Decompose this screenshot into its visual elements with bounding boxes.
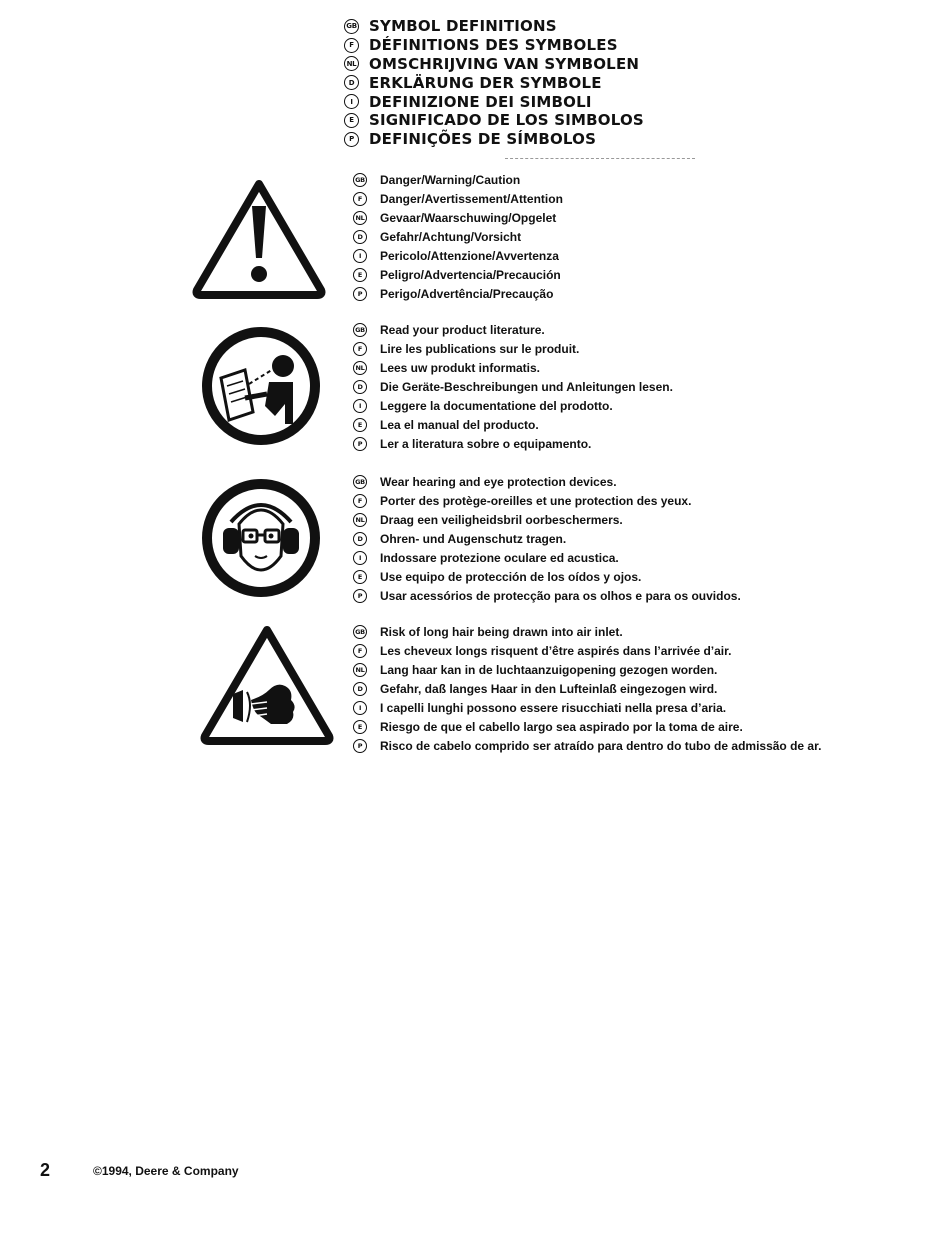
lang-badge: I: [353, 249, 367, 263]
list-item: [353, 510, 741, 529]
definition-text: Lire les publications sur le produit.: [380, 341, 580, 356]
list-item: [353, 717, 821, 736]
lang-badge: E: [344, 113, 359, 128]
lang-badge: P: [344, 132, 359, 147]
page-title: DEFINIZIONE DEI SIMBOLI: [369, 92, 592, 111]
lang-badge: NL: [344, 56, 359, 71]
definition-text: Lea el manual del producto.: [380, 417, 539, 432]
lang-badge: P: [353, 589, 367, 603]
warning-triangle-icon: [190, 178, 328, 300]
section-hearing-eye: [353, 472, 741, 605]
title-row: [343, 36, 683, 55]
title-row: [343, 55, 683, 74]
lang-badge: D: [353, 532, 367, 546]
list-item: [353, 227, 563, 246]
title-row: [343, 92, 683, 111]
list-item: [353, 415, 673, 434]
list-item: [353, 377, 673, 396]
list-item: [353, 284, 563, 303]
list-item: [353, 358, 673, 377]
definition-text: Gefahr/Achtung/Vorsicht: [380, 229, 522, 244]
lang-badge: GB: [353, 173, 367, 187]
list-item: [353, 170, 563, 189]
list-item: [353, 246, 563, 265]
lang-badge: D: [353, 230, 367, 244]
definition-text: I capelli lunghi possono essere risucchiati nella presa d’aria.: [380, 700, 727, 715]
definition-text: Gevaar/Waarschuwing/Opgelet: [380, 210, 557, 225]
title-divider: [505, 158, 695, 159]
list-item: [353, 736, 821, 755]
lang-badge: E: [353, 720, 367, 734]
list-item: [353, 548, 741, 567]
definition-text: Indossare protezione oculare ed acustica.: [380, 550, 619, 565]
definition-text: Risco de cabelo comprido ser atraído para dentro do tubo de admissão de ar.: [380, 738, 822, 753]
list-item: [353, 622, 821, 641]
definition-text: Pericolo/Attenzione/Avvertenza: [380, 248, 559, 263]
lang-badge: I: [344, 94, 359, 109]
list-item: [353, 679, 821, 698]
list-item: [353, 208, 563, 227]
definition-text: Riesgo de que el cabello largo sea aspirado por la toma de aire.: [380, 719, 743, 734]
title-row: [343, 73, 683, 92]
lang-badge: GB: [353, 625, 367, 639]
list-item: [353, 660, 821, 679]
title-block: [343, 17, 683, 149]
page-title: DEFINIÇÕES DE SÍMBOLOS: [369, 130, 597, 149]
definition-text: Risk of long hair being drawn into air inlet.: [380, 624, 623, 639]
definition-text: Ler a literatura sobre o equipamento.: [380, 436, 592, 451]
lang-badge: P: [353, 437, 367, 451]
lang-badge: NL: [353, 211, 367, 225]
list-item: [353, 529, 741, 548]
title-row: [343, 17, 683, 36]
lang-badge: F: [353, 342, 367, 356]
definition-text: Perigo/Advertência/Precaução: [380, 286, 554, 301]
definition-text: Die Geräte-Beschreibungen und Anleitungen lesen.: [380, 379, 673, 394]
lang-badge: P: [353, 287, 367, 301]
list-item: [353, 320, 673, 339]
lang-badge: I: [353, 399, 367, 413]
lang-badge: E: [353, 418, 367, 432]
list-item: [353, 698, 821, 717]
lang-badge: GB: [344, 19, 359, 34]
definition-text: Lees uw produkt informatis.: [380, 360, 541, 375]
lang-badge: GB: [353, 323, 367, 337]
lang-badge: NL: [353, 513, 367, 527]
page-title: DÉFINITIONS DES SYMBOLES: [369, 36, 618, 55]
lang-badge: D: [353, 380, 367, 394]
definition-text: Les cheveux longs risquent d’être aspirés dans l’arrivée d’air.: [380, 643, 732, 658]
definition-text: Read your product literature.: [380, 322, 545, 337]
definition-text: Usar acessórios de protecção para os olhos e para os ouvidos.: [380, 588, 741, 603]
lang-badge: I: [353, 551, 367, 565]
list-item: [353, 567, 741, 586]
section-hair-risk: [353, 622, 821, 755]
definition-text: Danger/Avertissement/Attention: [380, 191, 563, 206]
lang-badge: I: [353, 701, 367, 715]
lang-badge: F: [344, 38, 359, 53]
title-row: [343, 130, 683, 149]
page-number: 2: [40, 1160, 51, 1180]
lang-badge: D: [353, 682, 367, 696]
lang-badge: E: [353, 268, 367, 282]
page-title: SYMBOL DEFINITIONS: [369, 17, 557, 36]
lang-badge: GB: [353, 475, 367, 489]
list-item: [353, 265, 563, 284]
lang-badge: E: [353, 570, 367, 584]
list-item: [353, 434, 673, 453]
list-item: [353, 189, 563, 208]
definition-text: Wear hearing and eye protection devices.: [380, 474, 617, 489]
definition-text: Danger/Warning/Caution: [380, 172, 521, 187]
lang-badge: F: [353, 192, 367, 206]
definition-text: Lang haar kan in de luchtaanzuigopening gezogen worden.: [380, 662, 718, 677]
read-manual-icon: [201, 326, 321, 446]
page-title: OMSCHRIJVING VAN SYMBOLEN: [369, 54, 640, 73]
page-title: SIGNIFICADO DE LOS SIMBOLOS: [369, 111, 644, 130]
list-item: [353, 491, 741, 510]
copyright-notice: ©1994, Deere & Company: [93, 1164, 239, 1178]
list-item: [353, 641, 821, 660]
hearing-eye-protection-icon: [201, 478, 321, 598]
list-item: [353, 396, 673, 415]
lang-badge: F: [353, 644, 367, 658]
definition-text: Leggere la documentatione del prodotto.: [380, 398, 613, 413]
definition-text: Porter des protège-oreilles et une protection des yeux.: [380, 493, 692, 508]
definition-text: Use equipo de protección de los oídos y ojos.: [380, 569, 642, 584]
section-read-manual: [353, 320, 673, 453]
lang-badge: P: [353, 739, 367, 753]
hair-entanglement-warning-icon: [197, 624, 337, 746]
page-title: ERKLÄRUNG DER SYMBOLE: [369, 73, 602, 92]
title-row: [343, 111, 683, 130]
definition-text: Peligro/Advertencia/Precaución: [380, 267, 561, 282]
lang-badge: NL: [353, 361, 367, 375]
definition-text: Ohren- und Augenschutz tragen.: [380, 531, 567, 546]
definition-text: Gefahr, daß langes Haar in den Lufteinlaß eingezogen wird.: [380, 681, 718, 696]
lang-badge: D: [344, 75, 359, 90]
definition-text: Draag een veiligheidsbril oorbeschermers.: [380, 512, 623, 527]
list-item: [353, 339, 673, 358]
lang-badge: F: [353, 494, 367, 508]
lang-badge: NL: [353, 663, 367, 677]
list-item: [353, 586, 741, 605]
section-warning: [353, 170, 563, 303]
list-item: [353, 472, 741, 491]
